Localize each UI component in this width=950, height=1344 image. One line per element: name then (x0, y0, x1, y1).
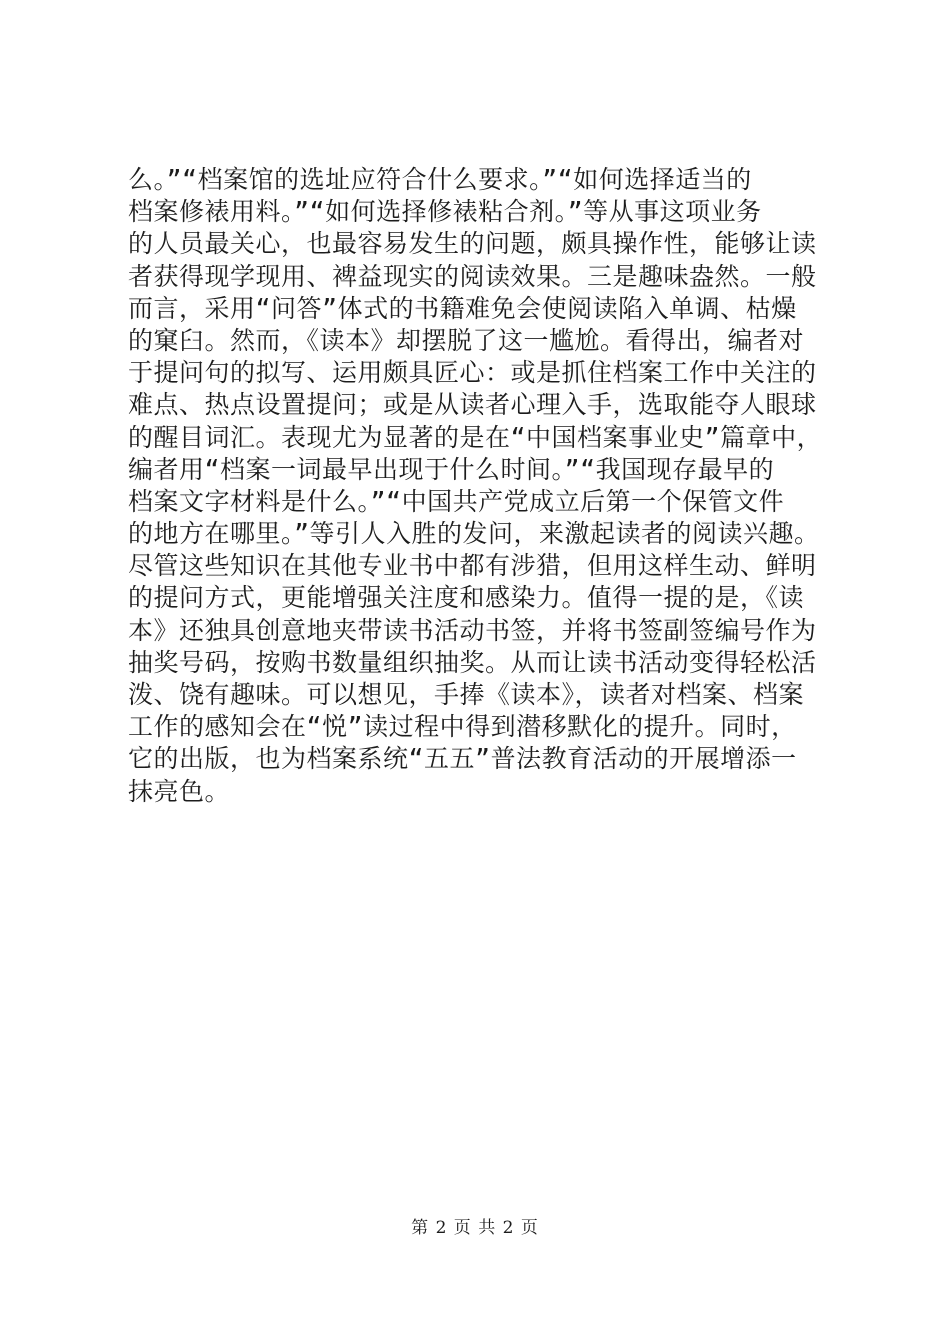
text-line: 档案修裱用料。”“如何选择修裱粘合剂。”等从事这项业务 (128, 197, 762, 227)
text-line: 者获得现学现用、裨益现实的阅读效果。三是趣味盎然。一般 (128, 261, 817, 291)
text-line: 的醒目词汇。表现尤为显著的是在“中国档案事业史”篇章中， (128, 422, 823, 452)
text-line: 尽管这些知识在其他专业书中都有涉猎，但用这样生动、鲜明 (128, 551, 817, 581)
text-line: 的地方在哪里。”等引人入胜的发问，来激起读者的阅读兴趣。 (128, 519, 820, 549)
text-line: 泼、饶有趣味。可以想见，手捧《读本》，读者对档案、档案 (128, 680, 805, 709)
text-line: 的人员最关心，也最容易发生的问题，颇具操作性，能够让读 (128, 229, 817, 259)
text-line: 编者用“档案一词最早出现于什么时间。”“我国现存最早的 (128, 454, 775, 484)
text-line: 难点、热点设置提问；或是从读者心理入手，选取能夺人眼球 (128, 390, 817, 420)
text-line: 的窠臼。然而，《读本》却摆脱了这一尴尬。看得出，编者对 (128, 325, 805, 355)
text-line: 么。”“档案馆的选址应符合什么要求。”“如何选择适当的 (128, 165, 752, 194)
text-line: 的提问方式，更能增强关注度和感染力。值得一提的是，《读 (128, 583, 805, 613)
text-line: 于提问句的拟写、运用颇具匠心：或是抓住档案工作中关注的 (128, 358, 817, 388)
text-line: 工作的感知会在“悦”读过程中得到潜移默化的提升。同时， (128, 712, 797, 742)
body-text (128, 164, 848, 808)
text-line: 抽奖号码，按购书数量组织抽奖。从而让读书活动变得轻松活 (128, 647, 817, 677)
page-number-footer: 第 2 页 共 2 页 (411, 1218, 539, 1238)
text-line: 抹亮色。 (128, 776, 231, 806)
text-line: 档案文字材料是什么。”“中国共产党成立后第一个保管文件 (128, 486, 785, 516)
text-line: 它的出版，也为档案系统“五五”普法教育活动的开展增添一 (128, 744, 797, 774)
text-line: 而言，采用“问答”体式的书籍难免会使阅读陷入单调、枯燥 (128, 293, 797, 323)
text-line: 本》还独具创意地夹带读书活动书签，并将书签副签编号作为 (128, 615, 817, 645)
